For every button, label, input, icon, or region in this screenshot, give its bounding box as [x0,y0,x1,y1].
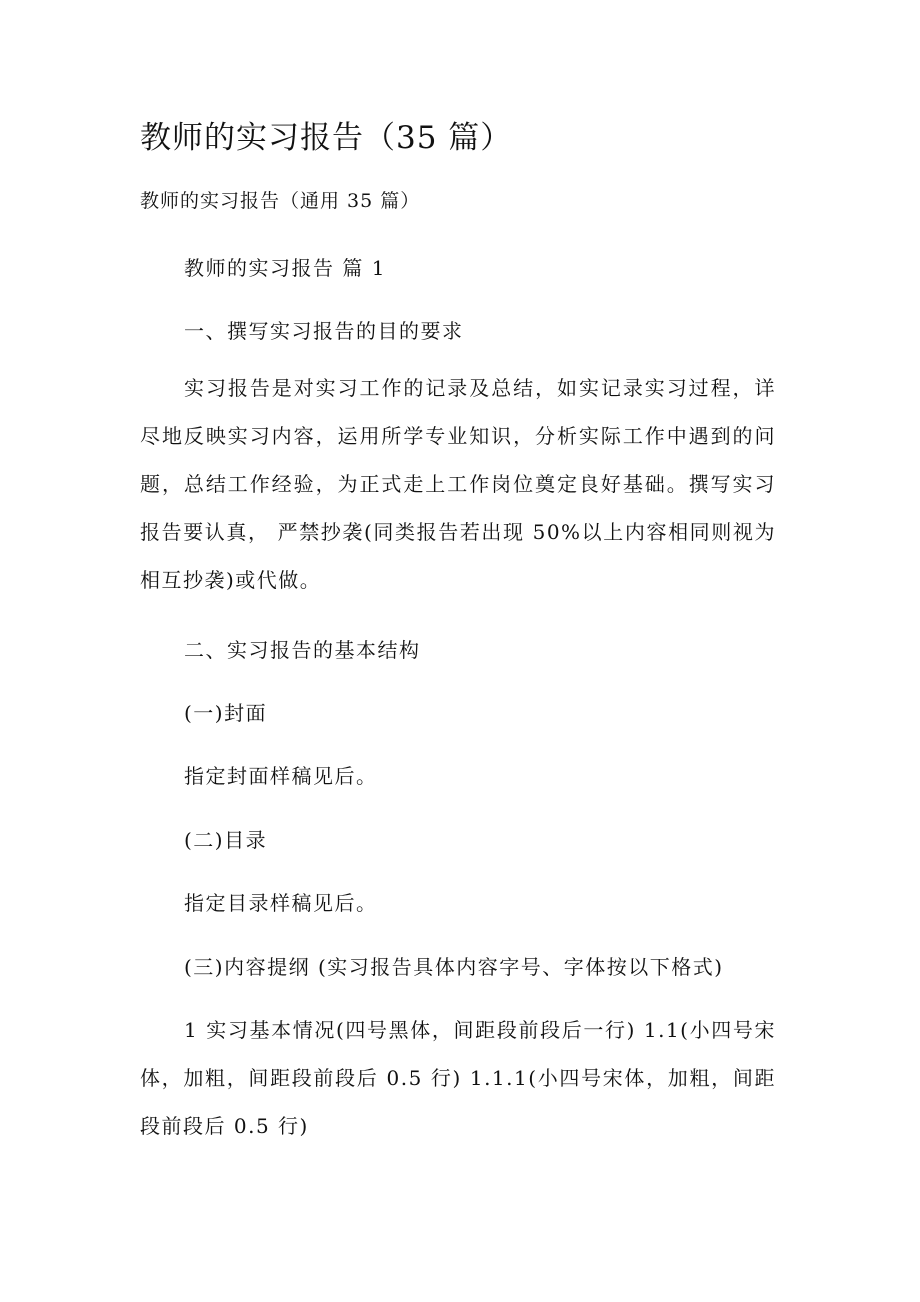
item3-paragraph: 1 实习基本情况(四号黑体，间距段前段后一行) 1.1(小四号宋体，加粗，间距段前段后 0.5 行) 1.1.1(小四号宋体，加粗，间距段前段后 0.5 行) [140,1018,776,1138]
document-title: 教师的实习报告（35 篇） [140,120,513,156]
item2-heading: (二)目录 [184,828,268,852]
part1-heading: 一、撰写实习报告的目的要求 [184,319,464,343]
part2-heading: 二、实习报告的基本结构 [184,638,421,662]
section-heading: 教师的实习报告 篇 1 [184,256,386,280]
item3-heading: (三)内容提纲 (实习报告具体内容字号、字体按以下格式) [184,955,724,979]
item2-body: 指定目录样稿见后。 [184,891,378,915]
item1-heading: (一)封面 [184,701,268,725]
document-subtitle: 教师的实习报告（通用 35 篇） [140,190,421,212]
part1-paragraph: 实习报告是对实习工作的记录及总结，如实记录实习过程，详尽地反映实习内容，运用所学专业知识，分析实际工作中遇到的问题，总结工作经验，为正式走上工作岗位奠定良好基础。撰写实习报告要认真， 严禁抄袭(同类报告若出现 50%以上内容相同则视为相互抄袭)或代做。 [140,376,776,592]
item1-body: 指定封面样稿见后。 [184,764,378,788]
